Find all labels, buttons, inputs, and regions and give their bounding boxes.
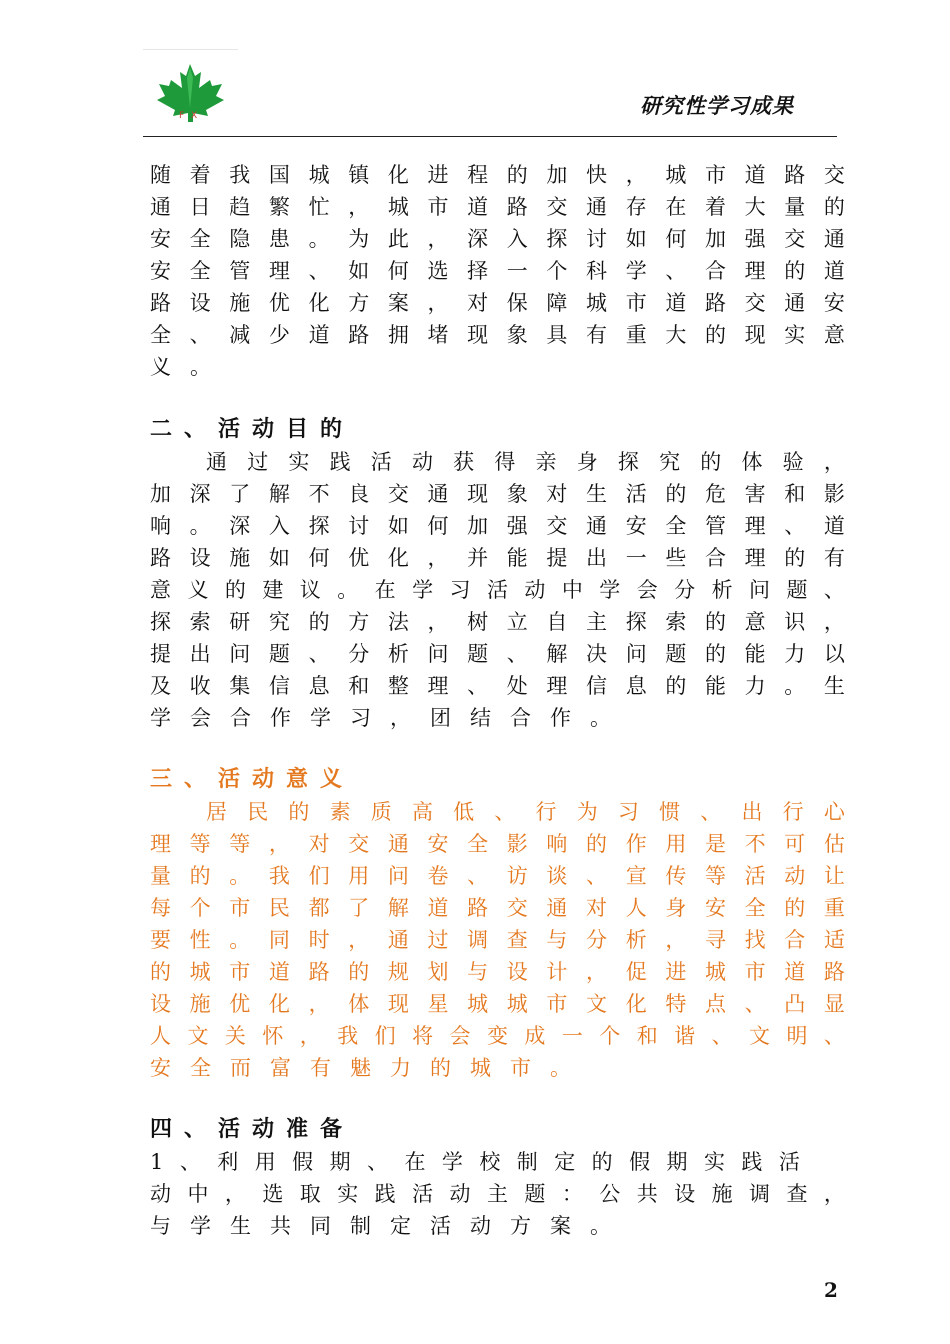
significance-line: 居 民 的 素 质 高 低 、 行 为 习 惯 、 出 行 心 bbox=[206, 800, 845, 824]
objectives-line: 探 索 研 究 的 方 法 ， 树 立 自 主 探 索 的 意 识 ， bbox=[150, 610, 845, 634]
intro-line: 全 、 减 少 道 路 拥 堵 现 象 具 有 重 大 的 现 实 意 bbox=[150, 323, 845, 347]
objectives-line: 提 出 问 题 、 分 析 问 题 、 解 决 问 题 的 能 力 以 bbox=[150, 642, 845, 666]
section-heading-preparation: 四、活动准备 bbox=[150, 1117, 355, 1142]
objectives-line: 响 。 深 入 探 讨 如 何 加 强 交 通 安 全 管 理 、 道 bbox=[150, 514, 845, 538]
page-number: 2 bbox=[824, 1278, 838, 1302]
objectives-line: 学会合作学习，团结合作。 bbox=[150, 706, 630, 730]
intro-line: 义。 bbox=[150, 355, 230, 379]
preparation-line: 动 中 ， 选 取 实 践 活 动 主 题 ： 公 共 设 施 调 查 ， bbox=[150, 1182, 845, 1206]
objectives-line: 意 义 的 建 议 。 在 学 习 活 动 中 学 会 分 析 问 题 、 bbox=[150, 578, 845, 602]
preparation-line: 与学生共同制定活动方案。 bbox=[150, 1214, 630, 1238]
significance-line: 要 性 。 同 时 ， 通 过 调 查 与 分 析 ， 寻 找 合 适 bbox=[150, 928, 845, 952]
significance-line: 量 的 。 我 们 用 问 卷 、 访 谈 、 宣 传 等 活 动 让 bbox=[150, 864, 845, 888]
section-heading-objectives: 二、活动目的 bbox=[150, 417, 355, 442]
intro-line: 路 设 施 优 化 方 案 ， 对 保 障 城 市 道 路 交 通 安 bbox=[150, 291, 845, 315]
significance-line: 的 城 市 道 路 的 规 划 与 设 计 ， 促 进 城 市 道 路 bbox=[150, 960, 845, 984]
section-heading-significance: 三、活动意义 bbox=[150, 767, 355, 792]
objectives-line: 路 设 施 如 何 优 化 ， 并 能 提 出 一 些 合 理 的 有 bbox=[150, 546, 845, 570]
objectives-line: 及 收 集 信 息 和 整 理 、 处 理 信 息 的 能 力 。 生 bbox=[150, 674, 845, 698]
intro-line: 安 全 隐 患 。 为 此 ， 深 入 探 讨 如 何 加 强 交 通 bbox=[150, 227, 845, 251]
significance-line: 人 文 关 怀 ， 我 们 将 会 变 成 一 个 和 谐 、 文 明 、 bbox=[150, 1024, 845, 1048]
header-title: 研究性学习成果 bbox=[640, 94, 794, 118]
objectives-line: 通 过 实 践 活 动 获 得 亲 身 探 究 的 体 验 ， bbox=[206, 450, 845, 474]
top-faint-rule bbox=[143, 49, 238, 50]
objectives-line: 加 深 了 解 不 良 交 通 现 象 对 生 活 的 危 害 和 影 bbox=[150, 482, 845, 506]
significance-line: 每 个 市 民 都 了 解 道 路 交 通 对 人 身 安 全 的 重 bbox=[150, 896, 845, 920]
significance-line: 安全而富有魅力的城市。 bbox=[150, 1056, 590, 1080]
intro-line: 安 全 管 理 、 如 何 选 择 一 个 科 学 、 合 理 的 道 bbox=[150, 259, 845, 283]
logo-text: F X bbox=[179, 111, 200, 121]
maple-leaf-logo bbox=[146, 58, 236, 128]
header-rule bbox=[143, 136, 837, 137]
preparation-line: 1 、 利 用 假 期 、 在 学 校 制 定 的 假 期 实 践 活 bbox=[150, 1150, 800, 1174]
intro-line: 通 日 趋 繁 忙 ， 城 市 道 路 交 通 存 在 着 大 量 的 bbox=[150, 195, 845, 219]
intro-line: 随 着 我 国 城 镇 化 进 程 的 加 快 ， 城 市 道 路 交 bbox=[150, 163, 845, 187]
significance-line: 设 施 优 化 ， 体 现 星 城 城 市 文 化 特 点 、 凸 显 bbox=[150, 992, 845, 1016]
significance-line: 理 等 等 ， 对 交 通 安 全 影 响 的 作 用 是 不 可 估 bbox=[150, 832, 845, 856]
